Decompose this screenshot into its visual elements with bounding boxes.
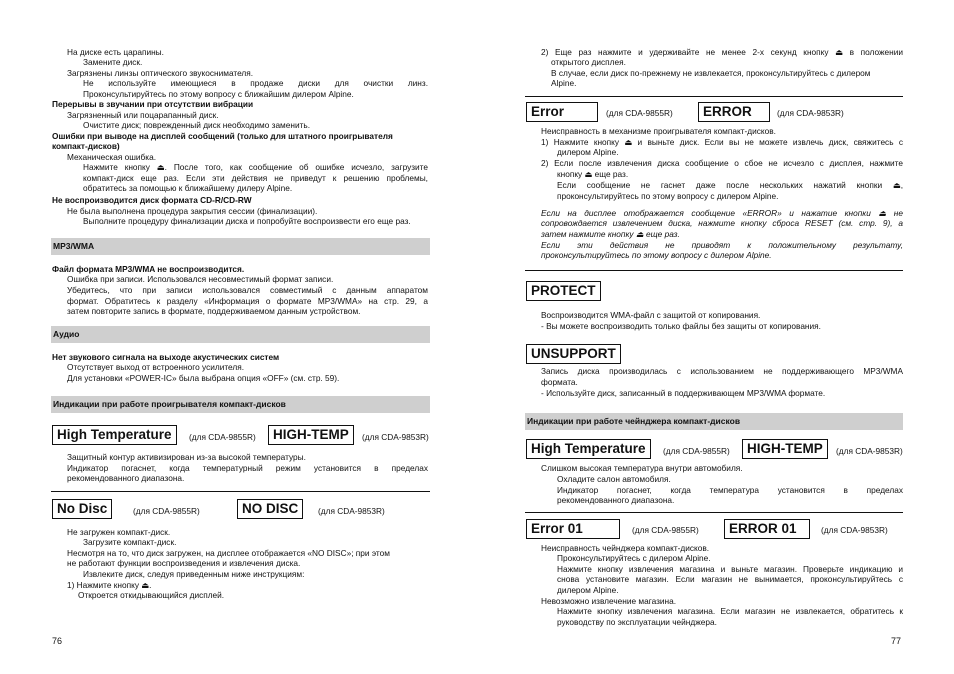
text-line: Охладите салон автомобиля. (557, 474, 671, 484)
text-line: Извлеките диск, следуя приведенным ниже инструкциям: (83, 569, 305, 579)
display-indicator: PROTECT (526, 281, 601, 301)
section-title: Индикации при работе проигрывателя компакт-дисков (53, 399, 286, 409)
text-line: В случае, если диск по-прежнему не извлекается, проконсультируйтесь с дилером (551, 68, 871, 78)
text-line: На диске есть царапины. (67, 47, 164, 57)
text-line: Если сообщение не гаснет даже после нескольких нажатий кнопки ⏏, (557, 180, 903, 190)
text-line: кнопку ⏏ еще раз. (557, 169, 629, 179)
page-number: 76 (52, 636, 63, 646)
subheading: Ошибки при выводе на дисплей сообщений (только для штатного проигрывателя (52, 131, 393, 141)
text-line: Не используйте имеющиеся в продаже диски для очистки линз. (83, 78, 428, 88)
text-line: Неисправность чейнджера компакт-дисков. (541, 543, 710, 553)
text-line: проконсультируйтесь по этому вопросу с дилером Alpine. (557, 191, 779, 201)
text-line: 1) Нажмите кнопку ⏏ и выньте диск. Если вы не можете извлечь диск, свяжитесь с (541, 137, 903, 147)
display-indicator: NO DISC (237, 499, 303, 519)
text-line: не работают функции воспроизведения и извлечения диска. (67, 558, 301, 568)
text-line: Откроется откидывающийся дисплей. (78, 590, 225, 600)
text-line: - Вы можете воспроизводить только файлы без защиты от копирования. (541, 321, 821, 331)
text-line: Отсутствует выход от встроенного усилителя. (67, 362, 245, 372)
subheading: Не воспроизводится диск формата CD-R/CD-RW (52, 195, 252, 205)
section-bar-cd-changer (525, 413, 903, 430)
text-line: обратитесь за помощью к ближайшему дилеру Alpine. (83, 183, 293, 193)
text-line: Нажмите кнопку ⏏. После того, как сообщение об ошибке исчезло, загрузите (83, 162, 428, 172)
model-note: (для CDA-9855R) (189, 432, 256, 442)
text-line: Индикатор погаснет, когда температура установится в пределах (557, 485, 903, 495)
divider (525, 96, 903, 97)
text-line: Выполните процедуру финализации диска и попробуйте воспроизвести его еще раз. (83, 216, 411, 226)
model-note: (для CDA-9853R) (821, 525, 888, 535)
text-line: дилером Alpine. (557, 147, 619, 157)
text-line: Невозможно извлечение магазина. (541, 596, 677, 606)
text-line: Загрязнены линзы оптического звукоснимателя. (67, 68, 254, 78)
section-bar-cd-player (51, 396, 430, 413)
text-line: затем нажмите кнопку ⏏ еще раз. (541, 229, 680, 239)
page-number: 77 (891, 636, 902, 646)
text-line: Слишком высокая температура внутри автомобиля. (541, 463, 743, 473)
display-indicator: ERROR 01 (724, 519, 810, 539)
model-note: (для CDA-9855R) (133, 506, 200, 516)
divider (525, 270, 903, 271)
text-line: Замените диск. (83, 57, 143, 67)
subheading: Перерывы в звучании при отсутствии вибрации (52, 99, 254, 109)
display-indicator: Error (526, 102, 598, 122)
text-line: 2) Если после извлечения диска сообщение о сбое не исчезло с дисплея, нажмите (541, 158, 903, 168)
text-line: Механическая ошибка. (67, 152, 157, 162)
text-line: 2) Еще раз нажмите и удерживайте не менее 2-х секунд кнопку ⏏ в положении (541, 47, 903, 57)
section-title: MP3/WMA (53, 241, 95, 251)
text-line: рекомендованного диапазона. (67, 473, 185, 483)
subheading: компакт-дисков) (52, 141, 120, 151)
model-note: (для CDA-9855R) (606, 108, 673, 118)
text-line: открытого дисплея. (551, 57, 626, 67)
text-line: Несмотря на то, что диск загружен, на дисплее отображается «NO DISC»; при этом (67, 548, 390, 558)
text-line: формата. (541, 377, 578, 387)
model-note: (для CDA-9853R) (362, 432, 429, 442)
text-line: Если на дисплее отображается сообщение «ERROR» и нажатие кнопки ⏏ не (541, 208, 903, 218)
text-line: Проконсультируйтесь с дилером Alpine. (557, 553, 711, 563)
text-line: Нажмите кнопку извлечения магазина и выньте магазин. Проверьте индикацию и (557, 564, 903, 574)
text-line: руководству по эксплуатации чейнджера. (557, 617, 717, 627)
text-line: Запись диска производилась с использованием не поддерживающего MP3/WMA (541, 366, 903, 376)
divider (51, 491, 430, 492)
text-line: Загрязненный или поцарапанный диск. (67, 110, 219, 120)
text-line: Убедитесь, что при записи использовался совместимый с данным аппаратом (67, 285, 428, 295)
display-indicator: HIGH-TEMP (742, 439, 828, 459)
display-indicator: No Disc (52, 499, 112, 519)
text-line: Ошибка при записи. Использовался несовместимый формат записи. (67, 274, 334, 284)
text-line: Проконсультируйтесь по этому вопросу с ближайшим дилером Alpine. (83, 89, 354, 99)
text-line: снова установите магазин. Если магазин не вынимается, проконсультируйтесь с (557, 574, 903, 584)
text-line: затем повторите запись в формате, поддерживаемом данным устройством. (67, 306, 361, 316)
text-line: дилером Alpine. (557, 585, 619, 595)
text-line: Защитный контур активизирован из-за высокой температуры. (67, 452, 306, 462)
section-title: Индикации при работе чейнджера компакт-дисков (527, 416, 741, 426)
text-line: Не была выполнена процедура закрытия сессии (финализации). (67, 206, 318, 216)
display-indicator: High Temperature (526, 439, 651, 459)
text-line: Очистите диск; поврежденный диск необходимо заменить. (83, 120, 311, 130)
model-note: (для CDA-9853R) (777, 108, 844, 118)
model-note: (для CDA-9853R) (318, 506, 385, 516)
text-line: сопровождается извлечением диска, нажмите кнопку сброса RESET (см. стр. 9), а (541, 218, 903, 228)
subheading: Файл формата MP3/WMA не воспроизводится. (52, 264, 245, 274)
display-indicator: ERROR (698, 102, 770, 122)
model-note: (для CDA-9855R) (632, 525, 699, 535)
model-note: (для CDA-9853R) (836, 446, 903, 456)
text-line: рекомендованного диапазона. (557, 495, 675, 505)
text-line: Индикатор погаснет, когда температурный режим установится в пределах (67, 463, 428, 473)
text-line: Воспроизводится WMA-файл с защитой от копирования. (541, 310, 761, 320)
text-line: компакт-диск еще раз. Если эти действия не приведут к решению проблемы, (83, 173, 428, 183)
text-line: - Используйте диск, записанный в поддерживающем MP3/WMA формате. (541, 388, 826, 398)
text-line: Нажмите кнопку извлечения магазина. Если магазин не извлекается, обратитесь к (557, 606, 903, 616)
display-indicator: HIGH-TEMP (268, 425, 354, 445)
text-line: формат. Обратитесь к разделу «Информация о формате MP3/WMA» на стр. 29, а (67, 296, 428, 306)
section-bar-mp3wma (51, 238, 430, 255)
text-line: Загрузите компакт-диск. (83, 537, 177, 547)
text-line: Не загружен компакт-диск. (67, 527, 171, 537)
section-title: Аудио (53, 329, 80, 339)
divider (525, 512, 903, 513)
text-line: Для установки «POWER-IC» была выбрана опция «OFF» (см. стр. 59). (67, 373, 340, 383)
text-line: проконсультируйтесь по этому вопросу с дилером Alpine. (541, 250, 772, 260)
display-indicator: UNSUPPORT (526, 344, 621, 364)
subheading: Нет звукового сигнала на выходе акустических систем (52, 352, 280, 362)
model-note: (для CDA-9855R) (663, 446, 730, 456)
text-line: 1) Нажмите кнопку ⏏. (67, 580, 152, 590)
text-line: Неисправность в механизме проигрывателя компакт-дисков. (541, 126, 776, 136)
display-indicator: Error 01 (526, 519, 620, 539)
text-line: Alpine. (551, 78, 577, 88)
text-line: Если эти действия не приводят к положительному результату, (541, 240, 903, 250)
section-bar-audio (51, 326, 430, 343)
display-indicator: High Temperature (52, 425, 177, 445)
